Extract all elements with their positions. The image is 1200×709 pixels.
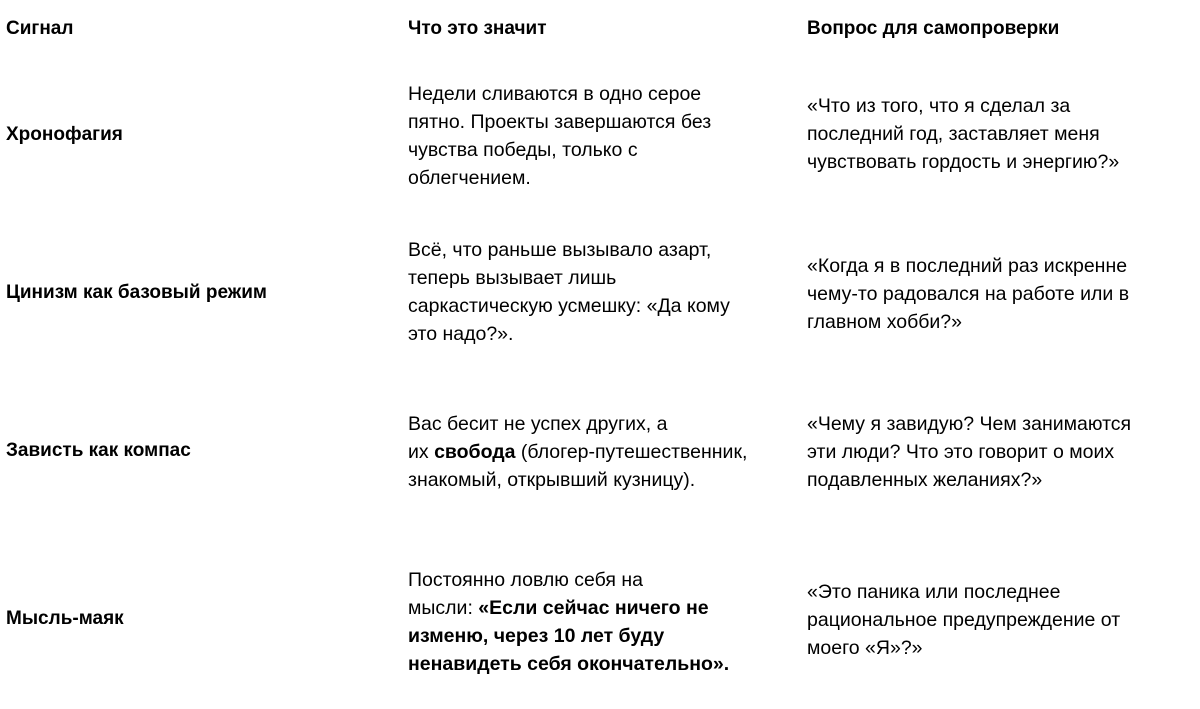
- question-line: эти люди? Что это говорит о моих: [807, 441, 1115, 463]
- meaning-line: облегчением.: [408, 167, 531, 189]
- meaning-emphasis: свобода: [434, 441, 516, 463]
- signal-label: Зависть как компас: [6, 440, 191, 461]
- meaning-line: [408, 622, 790, 650]
- meaning-line: Постоянно ловлю себя на: [408, 569, 644, 591]
- question-line: моего «Я»?»: [807, 637, 923, 659]
- meaning-emphasis: ненавидеть себя окончательно».: [408, 653, 730, 675]
- question-line: «Это паника или последнее: [807, 581, 1061, 603]
- meaning-line: Вас бесит не успех других, а: [408, 413, 668, 435]
- meaning-line: [408, 594, 790, 622]
- meaning-emphasis: изменю, через 10 лет буду: [408, 625, 665, 647]
- question-line: «Чему я завидую? Чем занимаются: [807, 413, 1132, 435]
- meaning-line: Недели сливаются в одно серое: [408, 83, 702, 105]
- question-line: рациональное предупреждение от: [807, 609, 1121, 631]
- meaning-fragment: (блогер-путешественник,: [515, 441, 748, 463]
- question-text: [807, 410, 1192, 494]
- meaning-line: саркастическую усмешку: «Да кому: [408, 295, 730, 317]
- meaning-fragment: их: [408, 441, 435, 463]
- header-question: Вопрос для самопроверки: [807, 18, 1060, 39]
- question-line: чему-то радовался на работе или в: [807, 283, 1130, 305]
- meaning-line: чувства победы, только с: [408, 139, 638, 161]
- question-text: [807, 92, 1192, 176]
- meaning-text: [408, 566, 790, 678]
- meaning-emphasis: «Если сейчас ничего не: [478, 597, 709, 619]
- meaning-line: теперь вызывает лишь: [408, 267, 617, 289]
- meaning-line: пятно. Проекты завершаются без: [408, 111, 712, 133]
- meaning-text: [408, 410, 790, 494]
- meaning-line: Всё, что раньше вызывало азарт,: [408, 239, 712, 261]
- meaning-line: [408, 650, 790, 678]
- meaning-line: это надо?».: [408, 323, 514, 345]
- header-signal: Сигнал: [6, 18, 74, 39]
- question-line: подавленных желаниях?»: [807, 469, 1043, 491]
- question-line: главном хобби?»: [807, 311, 963, 333]
- header-meaning: Что это значит: [408, 18, 547, 39]
- question-line: последний год, заставляет меня: [807, 123, 1100, 145]
- question-line: «Когда я в последний раз искренне: [807, 255, 1128, 277]
- question-text: [807, 578, 1192, 662]
- meaning-line: знакомый, открывший кузницу).: [408, 469, 696, 491]
- signal-label: Цинизм как базовый режим: [6, 282, 267, 303]
- meaning-line: [408, 438, 790, 466]
- meaning-text: [408, 80, 790, 192]
- signal-label: Хронофагия: [6, 124, 123, 145]
- signal-label: Мысль-маяк: [6, 608, 124, 629]
- meaning-text: [408, 236, 790, 348]
- question-line: чувствовать гордость и энергию?»: [807, 151, 1120, 173]
- meaning-fragment: мысли:: [408, 597, 479, 619]
- question-text: [807, 252, 1192, 336]
- question-line: «Что из того, что я сделал за: [807, 95, 1071, 117]
